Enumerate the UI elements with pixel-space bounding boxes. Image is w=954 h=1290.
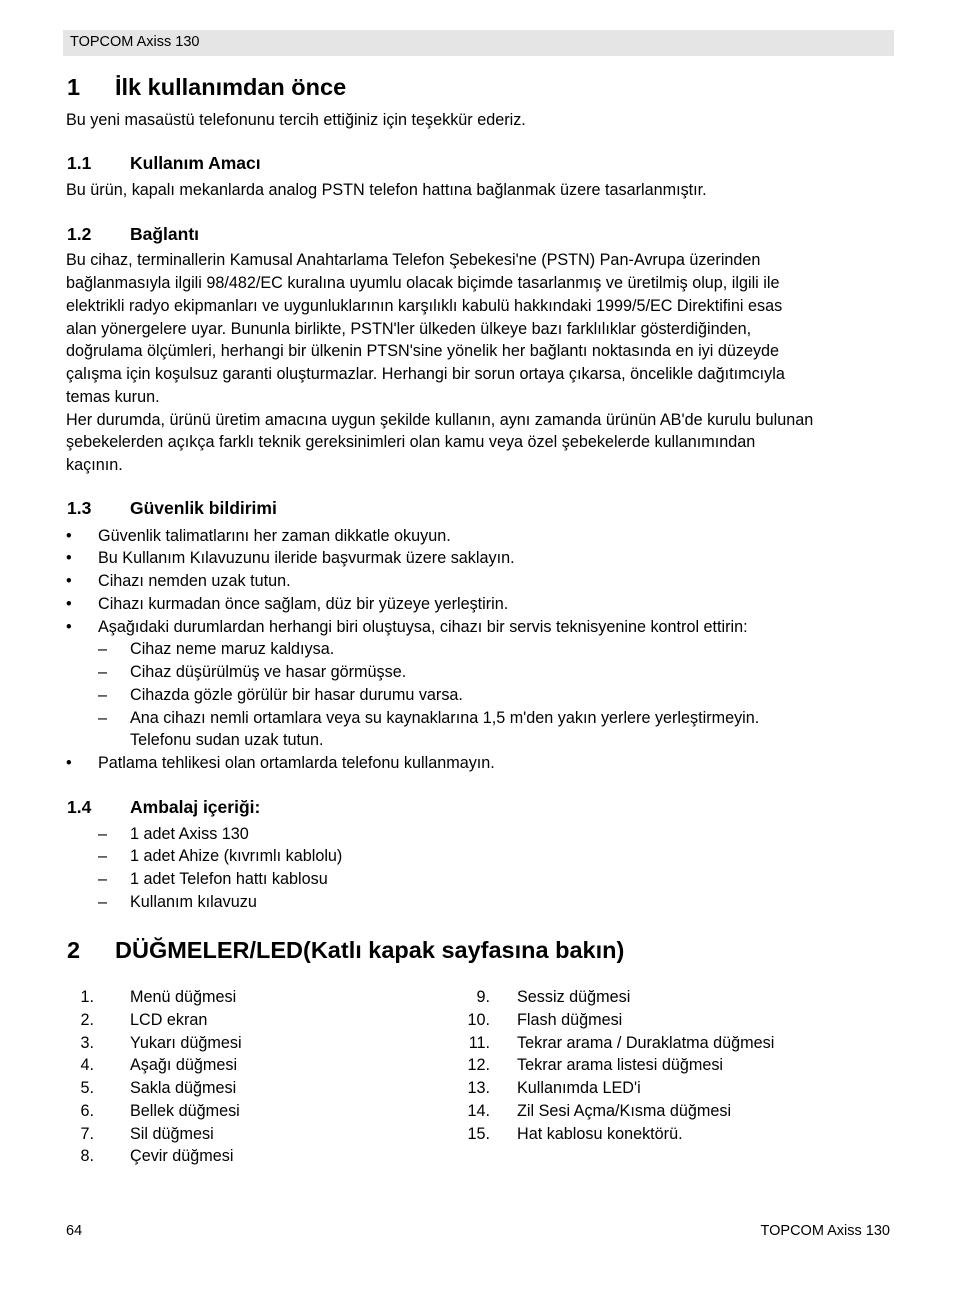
button-list-item: Hat kablosu konektörü.: [517, 1125, 683, 1143]
button-list-item: Çevir düğmesi: [130, 1147, 234, 1165]
button-list-item: Sakla düğmesi: [130, 1079, 237, 1097]
button-list-item: Zil Sesi Açma/Kısma düğmesi: [517, 1102, 732, 1120]
bullet-mark: •: [66, 549, 72, 567]
page-number: 64: [66, 1223, 83, 1239]
section-1-heading: [67, 74, 346, 101]
subsection-title: Bağlantı: [130, 224, 200, 244]
button-list-item: LCD ekran: [130, 1011, 208, 1029]
safety-bullet: Cihazı kurmadan önce sağlam, düz bir yüzeye yerleştirin.: [98, 595, 509, 613]
package-item: 1 adet Telefon hattı kablosu: [130, 870, 328, 888]
usage-purpose-text: Bu ürün, kapalı mekanlarda analog PSTN telefon hattına bağlanmak üzere tasarlanmıştır.: [66, 181, 707, 199]
subsection-number: 1.1: [67, 153, 92, 173]
safety-sub-item: Ana cihazı nemli ortamlara veya su kaynaklarına 1,5 m'den yakın yerlere yerleştirmeyin.: [130, 709, 760, 727]
button-list-item: Sil düğmesi: [130, 1125, 214, 1143]
dash-mark: –: [98, 686, 108, 704]
subsection-title: Güvenlik bildirimi: [130, 498, 277, 518]
subsection-number: 1.3: [67, 498, 92, 518]
safety-bullet: Cihazı nemden uzak tutun.: [98, 572, 291, 590]
safety-sub-item: Cihaz düşürülmüş ve hasar görmüşse.: [130, 663, 407, 681]
dash-mark: –: [98, 893, 108, 911]
button-list-number: 1.: [80, 988, 94, 1006]
intro-text: Bu yeni masaüstü telefonunu tercih ettiğiniz için teşekkür ederiz.: [66, 111, 526, 129]
section-title: DÜĞMELER/LED(Katlı kapak sayfasına bakın): [115, 937, 625, 963]
button-list-number: 9.: [476, 988, 490, 1006]
button-list-number: 14.: [467, 1102, 490, 1120]
package-item: Kullanım kılavuzu: [130, 893, 257, 911]
safety-sub-item: Cihazda gözle görülür bir hasar durumu varsa.: [130, 686, 463, 704]
subsection-number: 1.4: [67, 797, 92, 817]
bullet-mark: •: [66, 572, 72, 590]
button-list-number: 15.: [467, 1125, 490, 1143]
bullet-mark: •: [66, 595, 72, 613]
connection-text-line: doğrulama ölçümleri, herhangi bir ülkenin PTSN'sine yönelik her bağlantı noktasında en iyi düzeyde: [66, 342, 780, 360]
button-list-number: 8.: [80, 1147, 94, 1165]
connection-text-line: Her durumda, ürünü üretim amacına uygun şekilde kullanın, aynı zamanda ürünün AB'de kurulu bulunan: [66, 411, 814, 429]
safety-bullet: Aşağıdaki durumlardan herhangi biri oluştuysa, cihazı bir servis teknisyenine kontrol ettirin:: [98, 618, 748, 636]
bullet-mark: •: [66, 618, 72, 636]
dash-mark: –: [98, 663, 108, 681]
subsection-title: Kullanım Amacı: [130, 153, 261, 173]
section-number: 2: [67, 937, 81, 963]
footer-title: TOPCOM Axiss 130: [760, 1223, 890, 1239]
connection-text-line: şebekelerden açıkça farklı teknik gereksinimleri olan kamu veya özel şebekelerde kullanımından: [66, 433, 756, 451]
safety-sub-item: Cihaz neme maruz kaldıysa.: [130, 640, 335, 658]
button-list-item: Yukarı düğmesi: [130, 1034, 242, 1052]
connection-text-line: temas kurun.: [66, 388, 160, 406]
safety-bullet: Patlama tehlikesi olan ortamlarda telefonu kullanmayın.: [98, 754, 495, 772]
button-list-number: 13.: [467, 1079, 490, 1097]
button-list-item: Flash düğmesi: [517, 1011, 623, 1029]
subsection-1-4-heading: [67, 797, 260, 818]
button-list-item: Sessiz düğmesi: [517, 988, 631, 1006]
connection-text-line: Bu cihaz, terminallerin Kamusal Anahtarlama Telefon Şebekesi'ne (PSTN) Pan-Avrupa üzerinden: [66, 251, 761, 269]
safety-sub-item-continuation: Telefonu sudan uzak tutun.: [130, 731, 324, 749]
dash-mark: –: [98, 847, 108, 865]
bullet-mark: •: [66, 754, 72, 772]
dash-mark: –: [98, 870, 108, 888]
section-number: 1: [67, 74, 81, 100]
safety-bullet: Güvenlik talimatlarını her zaman dikkatle okuyun.: [98, 527, 451, 545]
dash-mark: –: [98, 709, 108, 727]
button-list-number: 4.: [80, 1056, 94, 1074]
connection-text-line: elektrikli radyo ekipmanları ve uygunluklarının karşılıklı kabulü hakkındaki 1999/5/EC Direktifini esas: [66, 297, 783, 315]
subsection-title: Ambalaj içeriği:: [130, 797, 261, 817]
button-list-number: 2.: [80, 1011, 94, 1029]
section-2-heading: [67, 937, 624, 964]
section-title: İlk kullanımdan önce: [115, 74, 347, 100]
subsection-number: 1.2: [67, 224, 92, 244]
button-list-item: Aşağı düğmesi: [130, 1056, 238, 1074]
button-list-item: Kullanımda LED'i: [517, 1079, 641, 1097]
bullet-mark: •: [66, 527, 72, 545]
header-title: TOPCOM Axiss 130: [70, 34, 200, 50]
button-list-number: 10.: [467, 1011, 490, 1029]
subsection-1-2-heading: [67, 224, 199, 245]
package-item: 1 adet Axiss 130: [130, 825, 249, 843]
button-list-item: Tekrar arama / Duraklatma düğmesi: [517, 1034, 775, 1052]
button-list-number: 3.: [80, 1034, 94, 1052]
connection-text-line: çalışma için koşulsuz garanti oluşturmazlar. Herhangi bir sorun ortaya çıkarsa, öncelikle dağıtımcıyla: [66, 365, 785, 383]
button-list-number: 5.: [80, 1079, 94, 1097]
safety-bullet: Bu Kullanım Kılavuzunu ileride başvurmak üzere saklayın.: [98, 549, 515, 567]
connection-text-line: bağlanmasıyla ilgili 98/482/EC kuralına uyumlu olacak biçimde tasarlanmış ve üretilmiş olup, ilgili ile: [66, 274, 780, 292]
button-list-item: Bellek düğmesi: [130, 1102, 240, 1120]
button-list-number: 7.: [80, 1125, 94, 1143]
connection-text-line: alan yönergelere uyar. Bununla birlikte, PSTN'ler ülkeden ülkeye bazı farklılıklar gösterdiğinden,: [66, 320, 752, 338]
button-list-item: Menü düğmesi: [130, 988, 237, 1006]
header-bar: [63, 30, 894, 56]
button-list-item: Tekrar arama listesi düğmesi: [517, 1056, 724, 1074]
button-list-number: 6.: [80, 1102, 94, 1120]
dash-mark: –: [98, 640, 108, 658]
connection-text-line: kaçının.: [66, 456, 123, 474]
button-list-number: 11.: [468, 1034, 490, 1052]
dash-mark: –: [98, 825, 108, 843]
subsection-1-3-heading: [67, 498, 277, 519]
package-item: 1 adet Ahize (kıvrımlı kablolu): [130, 847, 343, 865]
subsection-1-1-heading: [67, 153, 261, 174]
button-list-number: 12.: [467, 1056, 490, 1074]
